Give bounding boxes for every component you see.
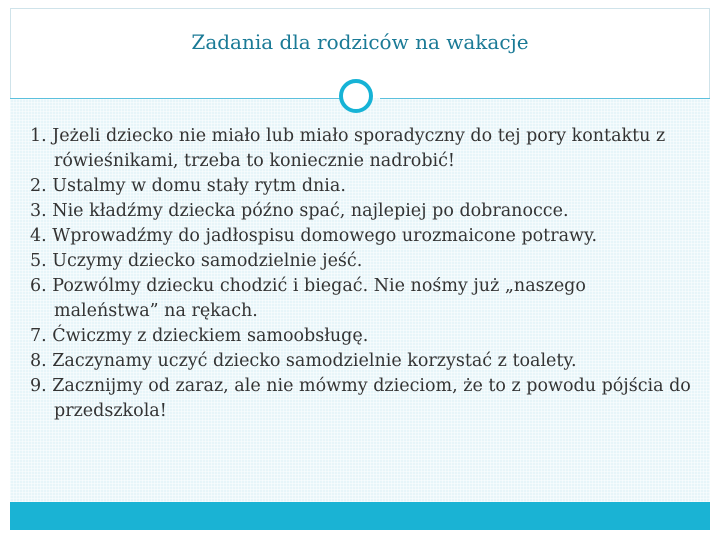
list-item: 8. Zaczynamy uczyć dziecko samodzielnie korzystać z toalety. (30, 351, 577, 371)
bottom-accent-bar (10, 502, 710, 530)
list-item: 5. Uczymy dziecko samodzielnie jeść. (30, 251, 363, 271)
list-item: 9. Zacznijmy od zaraz, ale nie mówmy dzieciom, że to z powodu pójścia do przedszkola! (30, 376, 691, 421)
ring-ornament-icon (339, 79, 373, 113)
list-item: 3. Nie kładźmy dziecka późno spać, najlepiej po dobranocce. (30, 201, 569, 221)
list-item: 4. Wprowadźmy do jadłospisu domowego urozmaicone potrawy. (30, 226, 598, 246)
list-item: 6. Pozwólmy dziecku chodzić i biegać. Nie nośmy już „naszego maleństwa” na rękach. (30, 276, 586, 321)
list-item: 2. Ustalmy w domu stały rytm dnia. (30, 176, 346, 196)
divider-line-left (10, 98, 340, 99)
slide-title: Zadania dla rodziców na wakacje (191, 30, 529, 54)
list-item: 1. Jeżeli dziecko nie miało lub miało sporadyczny do tej pory kontaktu z rówieśnikami, trzeba to koniecznie nadrobić! (30, 126, 666, 171)
list-item: 7. Ćwiczmy z dzieckiem samoobsługę. (30, 326, 369, 346)
divider-line-right (380, 98, 710, 99)
task-list (30, 124, 695, 424)
